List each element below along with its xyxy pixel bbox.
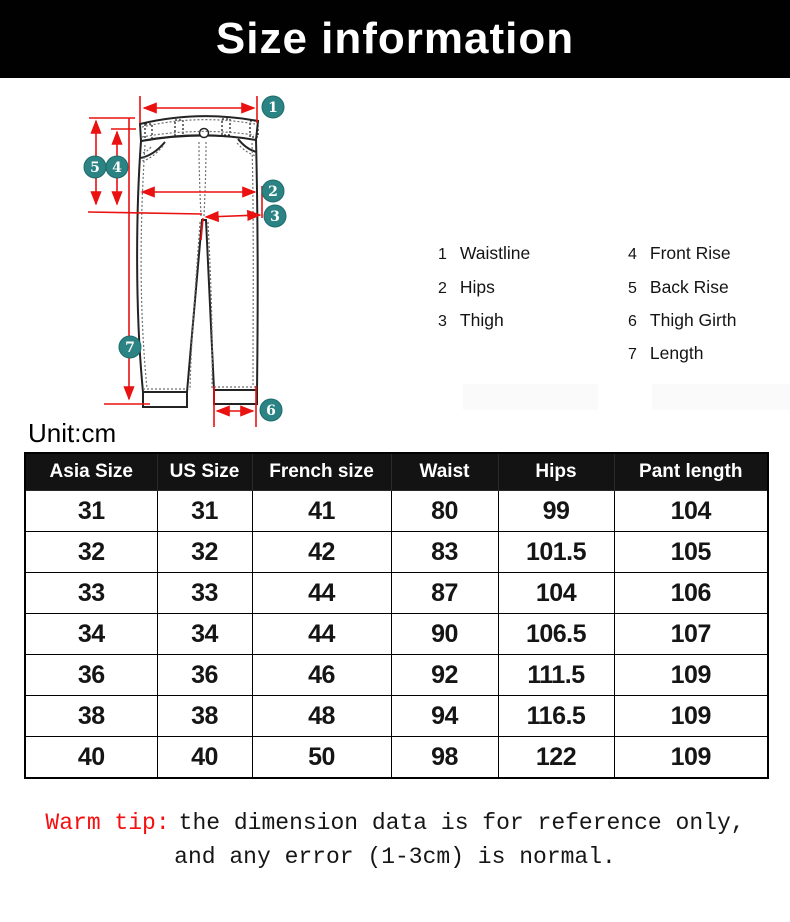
- warm-tip-line1: [0, 806, 790, 840]
- table-cell: 31: [157, 491, 252, 532]
- svg-text:4: 4: [112, 160, 122, 176]
- table-cell: 105: [614, 532, 768, 573]
- table-cell: 46: [252, 655, 391, 696]
- legend-item-thigh-girth: [628, 310, 736, 331]
- table-header-cell: Pant length: [614, 453, 768, 491]
- table-row: [25, 696, 768, 737]
- legend-number: 4: [628, 246, 637, 263]
- table-cell: 122: [498, 737, 614, 779]
- legend-number: 2: [438, 280, 447, 297]
- legend-number: 5: [628, 280, 637, 297]
- table-cell: 44: [252, 614, 391, 655]
- legend-label: Hips: [459, 277, 495, 297]
- table-cell: 104: [614, 491, 768, 532]
- table-cell: 40: [157, 737, 252, 779]
- table-cell: 109: [614, 655, 768, 696]
- legend-item-back-rise: [628, 277, 729, 298]
- table-cell: 106.5: [498, 614, 614, 655]
- legend-label: Waistline: [459, 243, 531, 263]
- page-title: Size information: [215, 14, 575, 63]
- warm-tip-line2: and any error (1-3cm) is normal.: [174, 844, 616, 870]
- table-cell: 36: [25, 655, 157, 696]
- table-cell: 44: [252, 573, 391, 614]
- table-cell: 107: [614, 614, 768, 655]
- table-row: [25, 614, 768, 655]
- table-header-cell: French size: [252, 453, 391, 491]
- marker-4: [106, 156, 128, 178]
- legend-item-length: [628, 343, 703, 364]
- legend-item-front-rise: [628, 243, 731, 264]
- table-row: [25, 655, 768, 696]
- legend-label: Length: [649, 343, 704, 363]
- legend-label: Thigh: [459, 310, 504, 330]
- unit-label: Unit:cm: [28, 418, 117, 448]
- pants-drawing: [137, 116, 258, 407]
- legend-label: Front Rise: [649, 243, 731, 263]
- svg-text:7: 7: [125, 340, 135, 356]
- legend-number: 7: [628, 346, 637, 363]
- legend-item-waistline: [438, 243, 530, 264]
- table-cell: 101.5: [498, 532, 614, 573]
- svg-text:3: 3: [270, 209, 280, 225]
- marker-7: [119, 336, 141, 358]
- table-header-cell: US Size: [157, 453, 252, 491]
- marker-3: [264, 205, 286, 227]
- table-row: [25, 532, 768, 573]
- warm-tip-text: the dimension data is for reference only,: [178, 810, 745, 836]
- svg-text:6: 6: [266, 403, 276, 419]
- legend-item-thigh: [438, 310, 504, 331]
- svg-text:1: 1: [268, 100, 278, 116]
- table-header-cell: Asia Size: [25, 453, 157, 491]
- table-cell: 38: [157, 696, 252, 737]
- table-row: [25, 491, 768, 532]
- legend-item-hips: [438, 277, 495, 298]
- table-cell: 31: [25, 491, 157, 532]
- table-cell: 104: [498, 573, 614, 614]
- table-cell: 50: [252, 737, 391, 779]
- table-cell: 48: [252, 696, 391, 737]
- svg-text:5: 5: [90, 160, 100, 176]
- watermark-blocks: [463, 384, 790, 410]
- table-cell: 80: [391, 491, 498, 532]
- table-cell: 32: [25, 532, 157, 573]
- warm-tip-label: Warm tip:: [45, 810, 170, 836]
- table-row: [25, 573, 768, 614]
- table-cell: 41: [252, 491, 391, 532]
- table-cell: 42: [252, 532, 391, 573]
- legend-label: Thigh Girth: [649, 310, 737, 330]
- table-cell: 106: [614, 573, 768, 614]
- svg-text:2: 2: [268, 184, 278, 200]
- table-cell: 40: [25, 737, 157, 779]
- legend-label: Back Rise: [649, 277, 729, 297]
- right-cuff: [214, 390, 257, 404]
- table-cell: 98: [391, 737, 498, 779]
- table-cell: 109: [614, 737, 768, 779]
- size-table: [24, 452, 769, 779]
- marker-5: [84, 156, 106, 178]
- warm-tip: [0, 806, 790, 874]
- table-cell: 111.5: [498, 655, 614, 696]
- legend-number: 3: [438, 313, 447, 330]
- table-cell: 38: [25, 696, 157, 737]
- table-cell: 34: [25, 614, 157, 655]
- marker-6: [260, 399, 282, 421]
- waist-button: [200, 129, 209, 138]
- table-cell: 94: [391, 696, 498, 737]
- table-header-cell: Hips: [498, 453, 614, 491]
- table-cell: 99: [498, 491, 614, 532]
- table-cell: 87: [391, 573, 498, 614]
- table-cell: 116.5: [498, 696, 614, 737]
- table-header-cell: Waist: [391, 453, 498, 491]
- table-header-row: [25, 453, 768, 491]
- marker-2: [262, 180, 284, 202]
- table-cell: 109: [614, 696, 768, 737]
- table-cell: 36: [157, 655, 252, 696]
- header-bar: [0, 0, 790, 78]
- table-cell: 33: [25, 573, 157, 614]
- table-row: [25, 737, 768, 779]
- legend-number: 1: [438, 246, 447, 263]
- legend-number: 6: [628, 313, 637, 330]
- table-cell: 32: [157, 532, 252, 573]
- table-cell: 90: [391, 614, 498, 655]
- table-cell: 83: [391, 532, 498, 573]
- table-cell: 33: [157, 573, 252, 614]
- table-cell: 34: [157, 614, 252, 655]
- table-cell: 92: [391, 655, 498, 696]
- marker-1: [262, 96, 284, 118]
